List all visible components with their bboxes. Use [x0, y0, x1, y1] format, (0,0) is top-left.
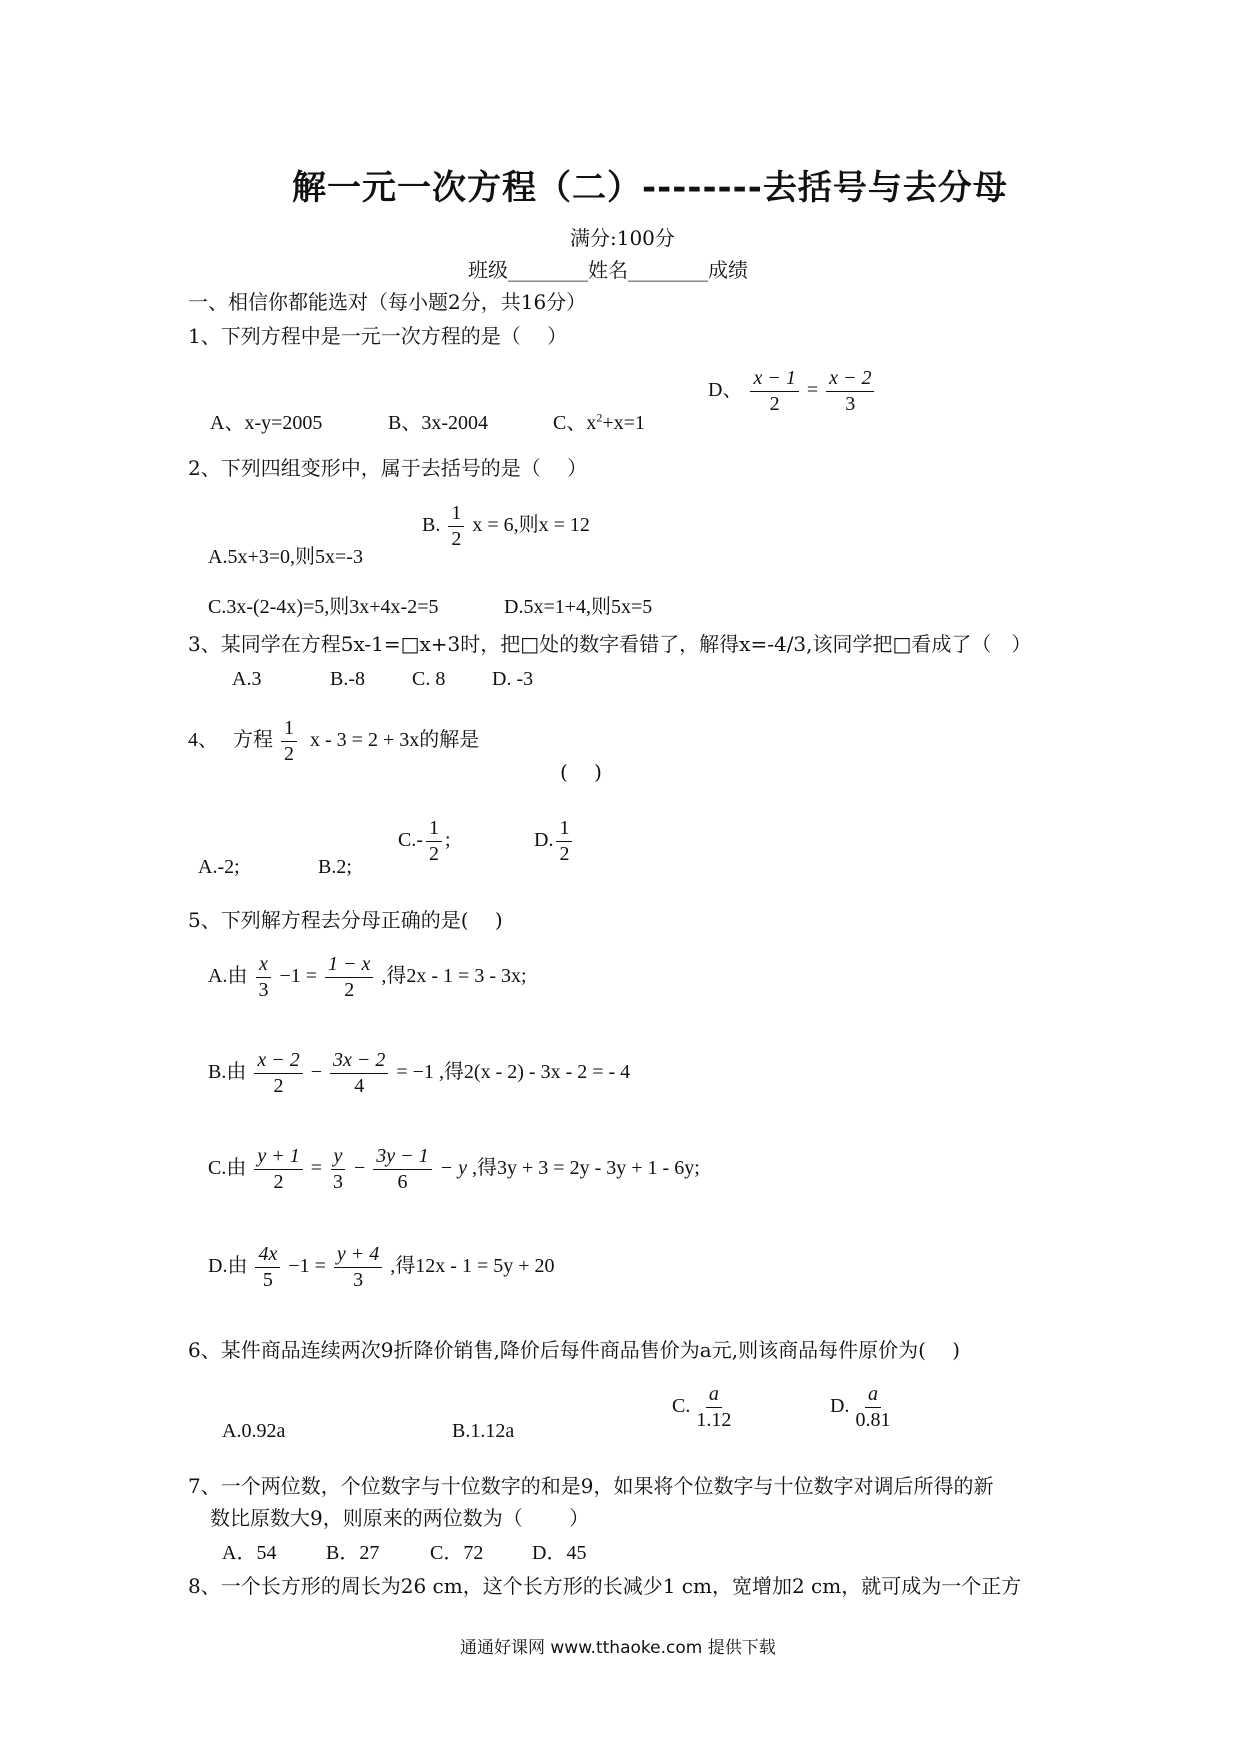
q7-option-c: C．72 — [430, 1542, 484, 1564]
q7-option-b: B．27 — [326, 1542, 380, 1564]
q2-option-d: D.5x=1+4,则5x=5 — [504, 596, 653, 618]
question-7-line1: 7、一个两位数，个位数字与十位数字的和是9，如果将个位数字与十位数字对调后所得的新 — [188, 1474, 994, 1498]
question-5-stem: 5、下列解方程去分母正确的是( ) — [188, 908, 503, 932]
page-title: 解一元一次方程（二）--------去括号与去分母 — [292, 168, 1008, 208]
q3-option-d: D. -3 — [492, 668, 534, 690]
question-6-stem: 6、某件商品连续两次9折降价销售,降价后每件商品售价为a元,则该商品每件原价为( ) — [188, 1338, 961, 1362]
q6-option-c: C. $\frac{a}{1.12}$ — [672, 1383, 732, 1431]
section-heading: 一、相信你都能选对（每小题2分，共16分） — [188, 290, 587, 314]
question-8-line1: 8、一个长方形的周长为26 cm，这个长方形的长减少1 cm，宽增加2 cm，就可成为一个正方 — [188, 1574, 1022, 1598]
q6-option-b: B.1.12a — [452, 1420, 515, 1442]
q1-option-c: C、$x^2+x=1$ — [553, 410, 645, 434]
question-7-line2: 数比原数大9，则原来的两位数为（ ） — [210, 1506, 590, 1530]
question-1-stem: 1、下列方程中是一元一次方程的是（ ） — [188, 324, 568, 348]
q3-option-b: B.-8 — [330, 668, 365, 690]
q4-answer-paren: ( ) — [560, 760, 602, 784]
q4-option-d: D. $\frac{1}{2}$ — [534, 818, 575, 865]
q7-option-d: D．45 — [532, 1542, 587, 1564]
q5-option-d: D.由 $\frac{4x}{5}$ −1 = $\frac{y + 4}{3}$ ,得12x - 1 = 5y + 20 — [208, 1243, 555, 1291]
question-3-stem: 3、某同学在方程5x-1=□x+3时，把□处的数字看错了，解得x=-4/3,该同学把□看成了（ ） — [188, 632, 1032, 656]
q4-option-c: C.- $\frac{1}{2}$ ; — [398, 817, 451, 865]
q1-option-b: B、3x-2004 — [388, 412, 488, 434]
q7-option-a: A．54 — [222, 1542, 277, 1564]
q5-option-b: B.由 $\frac{x - 2}{2}$ − $\frac{3x - 2}{4}$ = −1 ,得2(x - 2) - 3x - 2 = - 4 — [208, 1049, 631, 1097]
q5-option-a: A.由 $\frac{x}{3}$ −1 = $\frac{1 - x}{2}$ ,得2x - 1 = 3 - 3x; — [208, 953, 527, 1001]
full-score: 满分:100分 — [570, 226, 675, 250]
q2-option-b: B. $\frac{1}{2}$ x = 6,则x = 12 — [422, 502, 590, 550]
q1-option-a: A、x-y=2005 — [210, 412, 323, 434]
q5-option-c: C.由 $\frac{y + 1}{2}$ = $\frac{y}{3}$ − $\frac{3y - 1}{6}$ − y ,得3y + 3 = 2y - 3y + 1 - 6y; — [208, 1145, 700, 1193]
q6-option-a: A.0.92a — [222, 1420, 286, 1442]
q4-option-a: A.-2; — [198, 856, 240, 878]
q6-option-d: D. $\frac{a}{0.81}$ — [830, 1383, 891, 1431]
q2-option-a: A.5x+3=0,则5x=-3 — [208, 546, 363, 568]
question-4-stem: 4、 方程 $\frac{1}{2}$ x - 3 = 2 + 3x的解是 — [188, 717, 480, 765]
footer-credit: 通通好课网 www.tthaoke.com 提供下载 — [460, 1638, 776, 1658]
q3-option-c: C. 8 — [412, 668, 446, 690]
q3-option-a: A.3 — [232, 668, 262, 690]
question-2-stem: 2、下列四组变形中，属于去括号的是（ ） — [188, 456, 588, 480]
info-line: 班级________姓名________成绩 — [468, 258, 748, 282]
q4-option-b: B.2; — [318, 856, 352, 878]
q2-option-c: C.3x-(2-4x)=5,则3x+4x-2=5 — [208, 596, 439, 618]
q1-option-d: D、 $\frac{x - 1}{2}$ = $\frac{x - 2}{3}$ — [708, 368, 877, 415]
